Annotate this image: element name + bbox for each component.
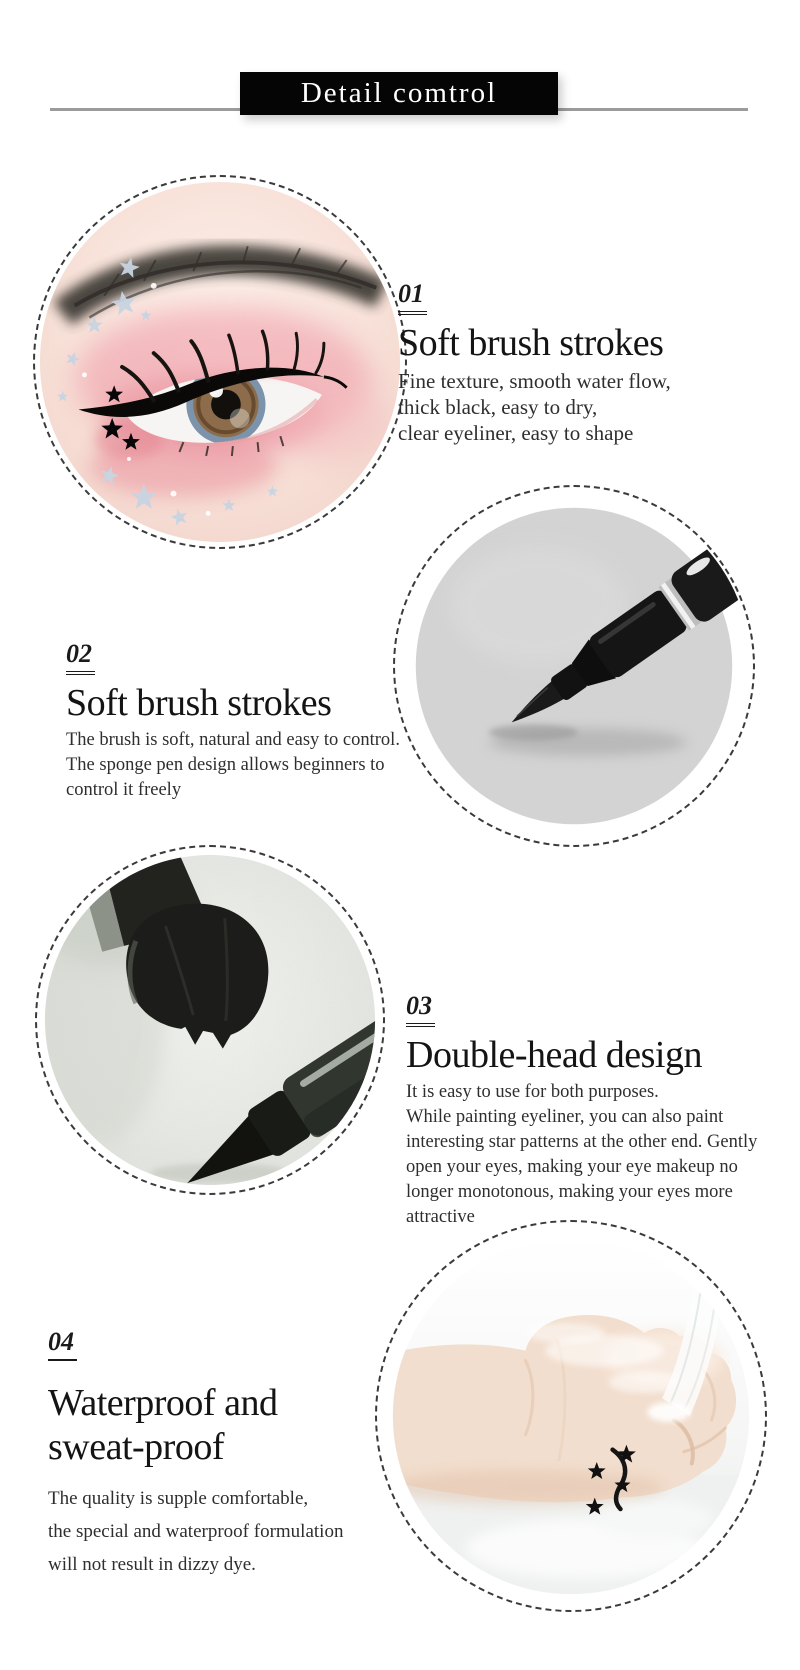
- section-04: [48, 1328, 370, 1581]
- body-line: will not result in dizzy dye.: [48, 1553, 256, 1575]
- waterproof-hand-illustration: [377, 1222, 765, 1610]
- photo-eye-makeup: [33, 175, 407, 549]
- photo-waterproof-hand: [375, 1220, 767, 1612]
- section-04-heading: Waterproof and sweat-proof: [48, 1381, 278, 1469]
- star-stamp-illustration: [37, 847, 383, 1193]
- photo-star-stamp: [35, 845, 385, 1195]
- section-01-heading: Soft brush strokes: [398, 321, 664, 364]
- body-line: open your eyes, making your eye makeup no: [406, 1157, 738, 1178]
- header-banner: [240, 72, 558, 115]
- body-line: The sponge pen design allows beginners to: [66, 755, 385, 776]
- section-01-number: 01: [398, 280, 427, 315]
- body-line: While painting eyeliner, you can also paint: [406, 1107, 724, 1128]
- section-03-body: [406, 1080, 786, 1230]
- body-line: The quality is supple comfortable,: [48, 1487, 309, 1509]
- section-03-heading: Double-head design: [406, 1033, 702, 1076]
- section-04-number: 04: [48, 1328, 77, 1361]
- body-line: It is easy to use for both purposes.: [406, 1082, 659, 1103]
- section-02: [66, 640, 406, 803]
- body-line: longer monotonous, making your eyes more: [406, 1182, 733, 1203]
- eye-makeup-illustration: [35, 177, 405, 547]
- page-title: Detail comtrol: [300, 77, 498, 109]
- section-03: [406, 992, 786, 1230]
- body-line: interesting star patterns at the other end. Gently: [406, 1132, 758, 1153]
- section-02-body: [66, 728, 406, 803]
- section-02-number: 02: [66, 640, 95, 675]
- section-01: [398, 280, 728, 446]
- section-01-body: [398, 368, 728, 446]
- body-line: control it freely: [66, 780, 182, 801]
- body-line: thick black, easy to dry,: [398, 395, 598, 420]
- section-04-body: [48, 1482, 370, 1581]
- body-line: The brush is soft, natural and easy to control.: [66, 730, 400, 751]
- section-02-heading: Soft brush strokes: [66, 681, 332, 724]
- section-03-number: 03: [406, 992, 435, 1027]
- body-line: the special and waterproof formulation: [48, 1520, 344, 1542]
- body-line: Fine texture, smooth water flow,: [398, 369, 671, 394]
- brush-tip-illustration: [395, 487, 753, 845]
- photo-brush-tip: [393, 485, 755, 847]
- body-line: attractive: [406, 1207, 475, 1228]
- body-line: clear eyeliner, easy to shape: [398, 421, 634, 446]
